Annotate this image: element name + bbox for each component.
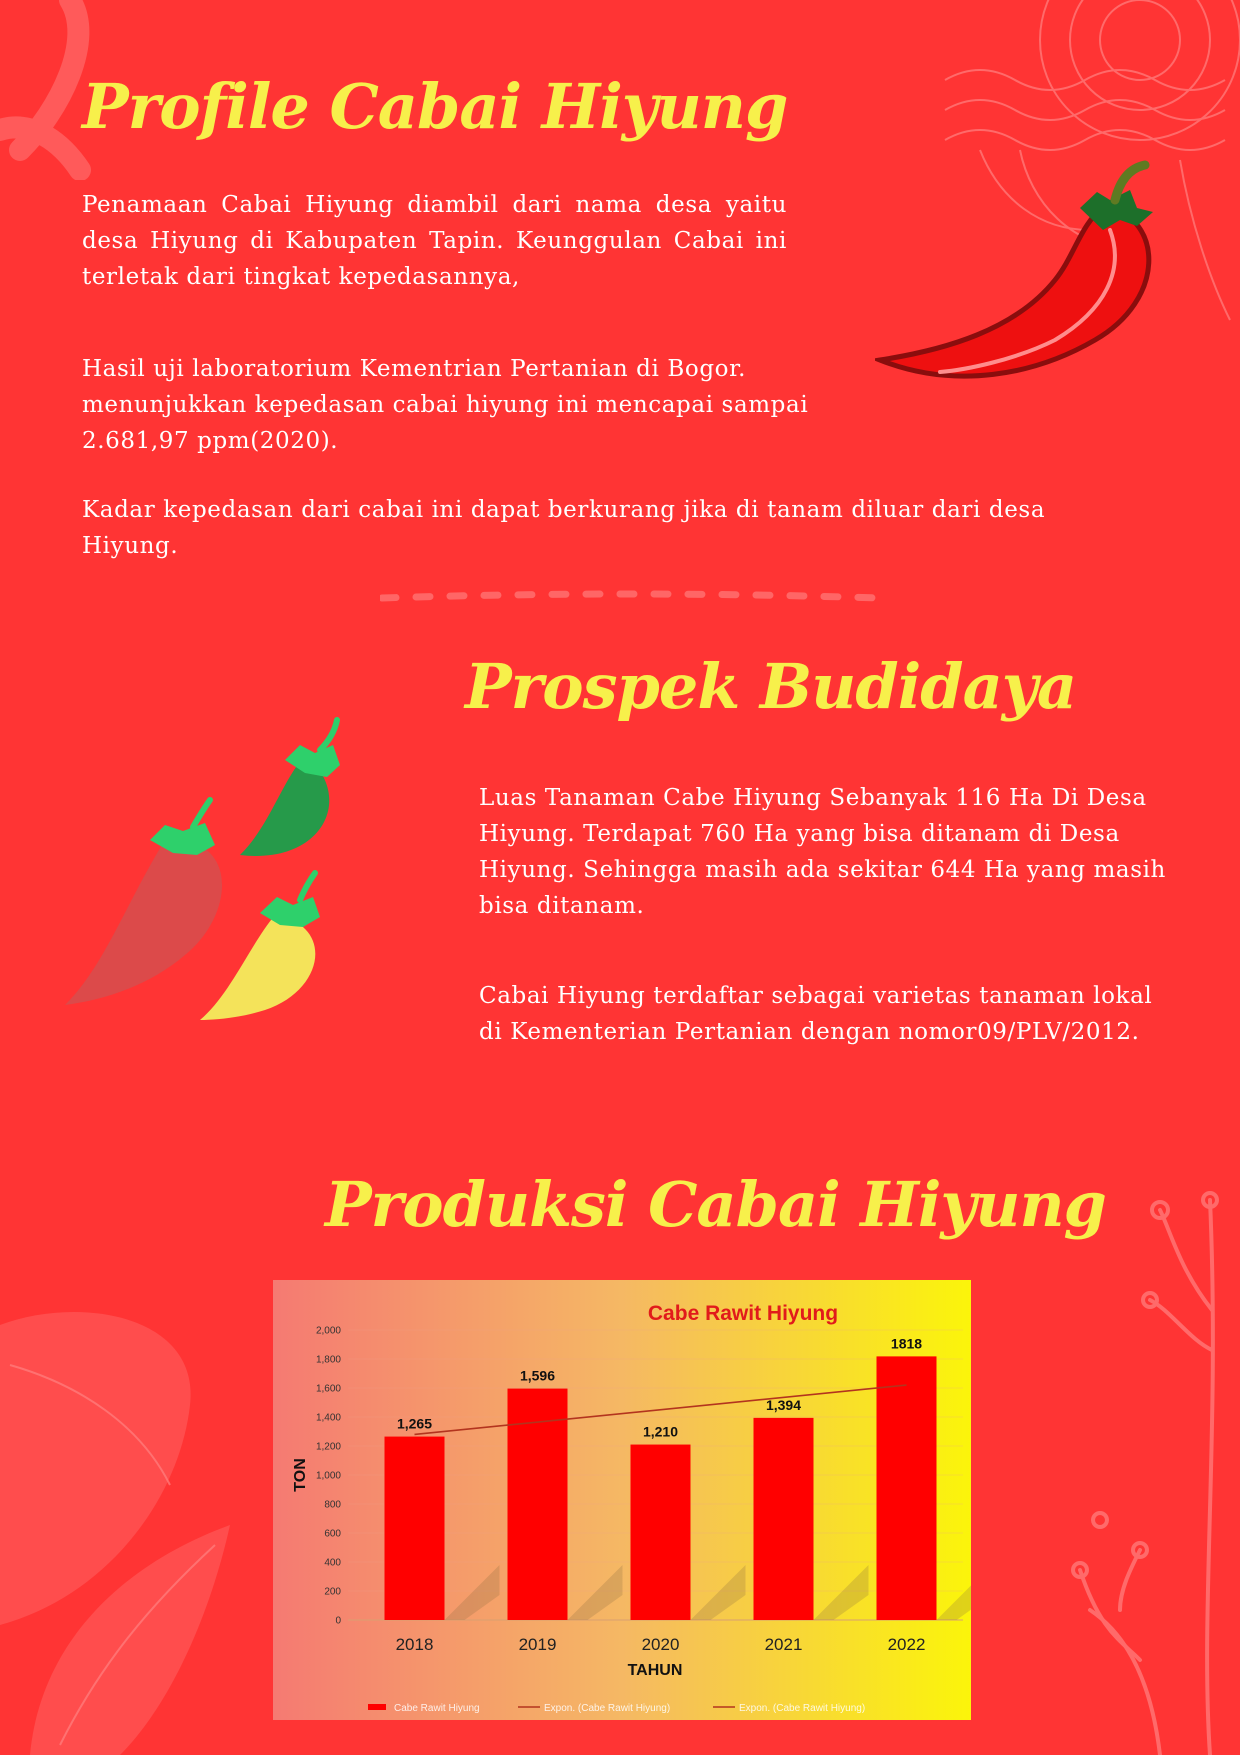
production-chart [273,1280,971,1720]
chart-xtick-label: 2020 [641,1635,680,1654]
chart-xtick-label: 2018 [395,1635,434,1654]
chart-ytick-label: 400 [324,1557,341,1569]
chart-ytick-label: 600 [324,1528,341,1540]
bottom-right-flower-decoration [1060,1190,1240,1755]
chart-xtick-label: 2019 [518,1635,557,1654]
dashed-divider [380,588,880,608]
chart-x-axis-label: TAHUN [627,1662,683,1679]
production-chart-svg [273,1280,971,1720]
chart-ytick-label: 1,400 [315,1412,341,1424]
chart-xtick-label: 2022 [887,1635,926,1654]
chart-bar-2020 [631,1445,691,1620]
prospek-paragraph-1: Luas Tanaman Cabe Hiyung Sebanyak 116 Ha Di Desa Hiyung. Terdapat 760 Ha yang bisa ditanam di Desa Hiyung. Sehingga masih ada sekitar 644 Ha yang masih bisa ditanam. [479,785,1166,919]
chart-data-label: 1,394 [765,1396,802,1413]
three-chili-illustration [65,715,355,1025]
chart-ytick-label: 800 [324,1499,341,1511]
chart-xtick-label: 2021 [764,1635,803,1654]
prospek-paragraph-2: Cabai Hiyung terdaftar sebagai varietas tanaman lokal di Kementerian Pertanian dengan nomor09/PLV/2012. [479,983,1153,1045]
profile-paragraph-1: Penamaan Cabai Hiyung diambil dari nama desa yaitu desa Hiyung di Kabupaten Tapin. Keunggulan Cabai ini terletak dari tingkat kepedasannya, [82,192,787,290]
profile-paragraph-2: Hasil uji laboratorium Kementrian Pertanian di Bogor. menunjukkan kepedasan cabai hiyung ini mencapai sampai 2.681,97 ppm(2020). [82,356,809,454]
chart-legend-label: Cabe Rawit Hiyung [394,1703,480,1714]
chart-ytick-label: 1,600 [315,1383,341,1395]
chart-background [273,1280,971,1720]
chart-data-label: 1,265 [396,1415,433,1432]
profile-title: Profile Cabai Hiyung [82,70,788,143]
prospek-title: Prospek Budidaya [465,650,1076,723]
chart-legend-label: Expon. (Cabe Rawit Hiyung) [544,1703,671,1714]
produksi-title: Produksi Cabai Hiyung [325,1168,1106,1241]
chart-data-label: 1,596 [519,1367,556,1384]
chart-bar-2019 [508,1389,568,1620]
chart-bar-2021 [754,1418,814,1620]
chart-y-axis-label: TON [292,1458,309,1492]
chart-ytick-label: 200 [324,1586,341,1598]
chart-ytick-label: 2,000 [315,1325,341,1337]
profile-paragraph-3: Kadar kepedasan dari cabai ini dapat berkurang jika di tanam diluar dari desa Hiyung. [82,497,1046,559]
chart-ytick-label: 1,200 [315,1441,341,1453]
chart-data-label: 1,210 [642,1423,679,1440]
chart-ytick-label: 1,000 [315,1470,341,1482]
chart-bar-2022 [877,1356,937,1620]
chart-legend-label: Expon. (Cabe Rawit Hiyung) [739,1703,866,1714]
chart-ytick-label: 0 [335,1615,341,1627]
chart-legend-swatch [368,1704,386,1710]
chart-bar-2018 [385,1437,445,1620]
chart-data-label: 1818 [890,1335,923,1352]
chart-title: Cabe Rawit Hiyung [647,1302,839,1325]
chart-ytick-label: 1,800 [315,1354,341,1366]
red-chili-illustration [875,160,1175,400]
bottom-left-leaf-decoration [0,1285,240,1755]
